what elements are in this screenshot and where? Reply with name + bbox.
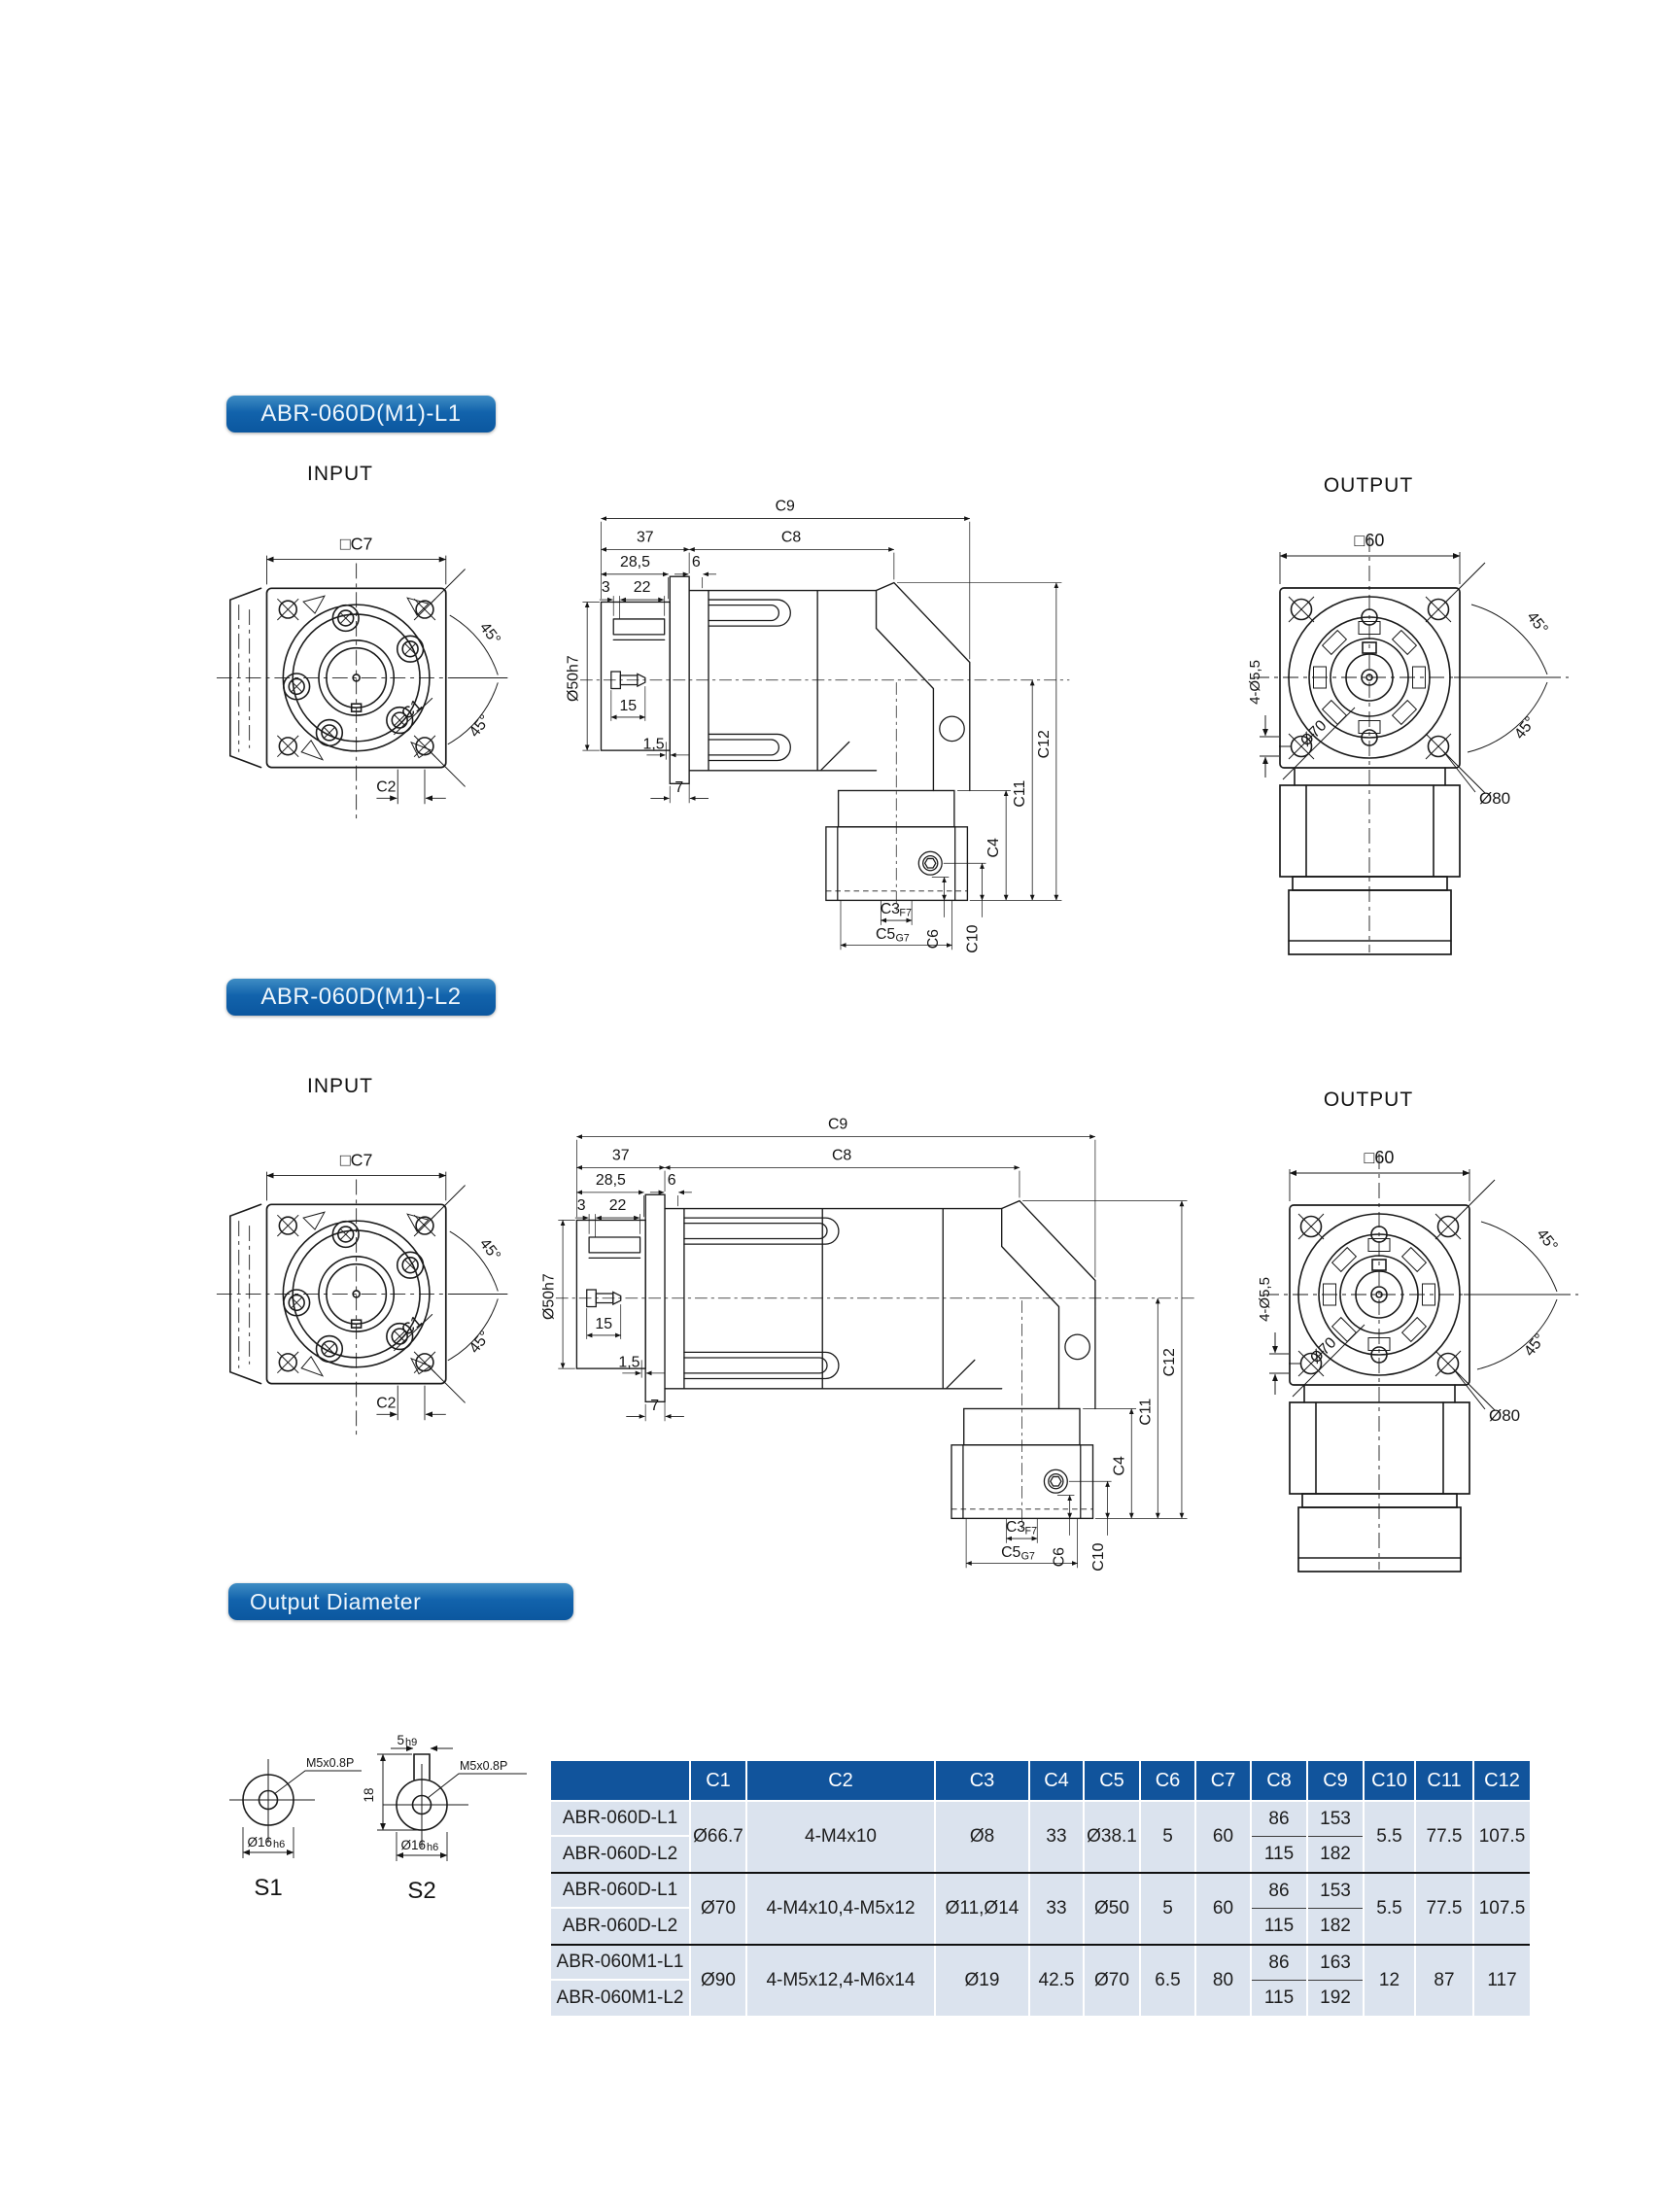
dim-bolt-circle: Ø70: [1297, 717, 1331, 750]
side-view-l1: [565, 483, 1079, 962]
dim-c10: C10: [964, 924, 982, 953]
input-label-1: INPUT: [307, 463, 373, 485]
value-cell: Ø70: [1085, 1946, 1139, 2016]
dim-22: 22: [633, 579, 651, 597]
dim-7: 7: [650, 1398, 660, 1415]
model-cell: ABR-060M1-L1: [551, 1946, 689, 1981]
dim-15: 15: [619, 697, 638, 714]
value-cell: 4-M4x10: [747, 1802, 934, 1872]
dimensions: [1247, 531, 1559, 808]
dim-28-5: 28,5: [620, 553, 650, 570]
dim-1-5: 1,5: [642, 736, 665, 753]
value-cell: 182: [1308, 1909, 1363, 1944]
dim-22: 22: [608, 1197, 627, 1215]
value-cell: 5: [1141, 1802, 1194, 1872]
header-cell: C7: [1196, 1761, 1250, 1800]
shaft-s2-view: [362, 1735, 532, 1905]
dim-45-upper: 45°: [475, 619, 504, 648]
value-cell: 33: [1030, 1874, 1083, 1944]
value-cell: 4-M4x10,4-M5x12: [747, 1874, 934, 1944]
dim-c6: C6: [1051, 1546, 1068, 1568]
value-cell: 33: [1030, 1802, 1083, 1872]
value-cell: 86: [1252, 1802, 1306, 1837]
value-cell: 107.5: [1474, 1874, 1530, 1944]
header-cell: C1: [691, 1761, 745, 1800]
value-cell: 5.5: [1365, 1802, 1414, 1872]
value-cell: 6.5: [1141, 1946, 1194, 2016]
table-group-3: [551, 1944, 1530, 2016]
value-cell: Ø38.1: [1085, 1802, 1139, 1872]
dim-c4: C4: [985, 838, 1003, 858]
dim-1-5: 1,5: [618, 1354, 640, 1371]
dim-shaft-dia: Ø50h7: [565, 655, 582, 703]
value-cell: 163: [1308, 1946, 1363, 1981]
dim-c3-tol: F7: [899, 907, 912, 919]
value-cell: 192: [1308, 1981, 1363, 2016]
dim-dia-tol: h6: [273, 1839, 286, 1850]
model-cell: ABR-060D-L2: [551, 1909, 689, 1944]
value-cell: Ø66.7: [691, 1802, 745, 1872]
gearbox-body: [689, 583, 970, 791]
dim-7: 7: [674, 779, 684, 797]
value-cell: 4-M5x12,4-M6x14: [747, 1946, 934, 2016]
output-flange: [826, 790, 968, 900]
centerlines: [556, 1298, 1195, 1531]
table-group-2: [551, 1872, 1530, 1944]
dim-c10: C10: [1089, 1542, 1107, 1572]
header-cell: C3: [936, 1761, 1028, 1800]
value-cell: Ø50: [1085, 1874, 1139, 1944]
dim-dia: Ø16: [400, 1838, 426, 1852]
gearbox-body: [665, 1201, 1095, 1409]
centerlines: [580, 680, 1069, 913]
value-cell: 86: [1252, 1874, 1306, 1909]
dim-c4: C4: [1111, 1456, 1128, 1476]
dim-c5-tol: G7: [1020, 1550, 1035, 1563]
output-flange: [951, 1408, 1093, 1518]
s1-label: S1: [254, 1875, 283, 1901]
dimensions: [266, 535, 507, 805]
dim-45-upper: 45°: [1533, 1226, 1561, 1255]
value-cell: 60: [1196, 1874, 1250, 1944]
dim-45-lower: 45°: [466, 1328, 494, 1357]
dimensions: [566, 499, 1062, 953]
shaft-s1-view: [222, 1749, 367, 1905]
header-cell: C4: [1030, 1761, 1083, 1800]
dim-6: 6: [691, 553, 701, 570]
dim-3: 3: [601, 579, 610, 597]
dim-thread: M5x0.8P: [306, 1756, 355, 1770]
section2-title: ABR-060D(M1)-L2: [260, 984, 462, 1010]
header-cell: C5: [1085, 1761, 1139, 1800]
dim-c5: C5: [1001, 1544, 1021, 1562]
header-cell-blank: [551, 1761, 689, 1800]
value-cell: 60: [1196, 1802, 1250, 1872]
dim-37: 37: [611, 1147, 630, 1164]
dim-18: 18: [362, 1787, 376, 1803]
value-cell: 182: [1308, 1837, 1363, 1872]
value-cell: Ø11,Ø14: [936, 1874, 1028, 1944]
table-group-1: [551, 1802, 1530, 1872]
value-cell: 115: [1252, 1981, 1306, 2016]
header-cell: C12: [1474, 1761, 1530, 1800]
value-cell: 5: [1141, 1874, 1194, 1944]
output-diameter-badge: [228, 1583, 573, 1620]
value-cell: Ø8: [936, 1802, 1028, 1872]
value-cell: Ø70: [691, 1874, 745, 1944]
header-cell: C11: [1416, 1761, 1472, 1800]
dimensions: [1257, 1148, 1569, 1425]
dimensions: [541, 1117, 1188, 1572]
dimensions: [266, 1151, 507, 1421]
shaft-outline: [383, 1754, 468, 1848]
dim-thread: M5x0.8P: [460, 1759, 508, 1773]
dim-15: 15: [595, 1315, 613, 1332]
section1-title: ABR-060D(M1)-L1: [260, 400, 462, 427]
dimension-table: [551, 1761, 1530, 2016]
dim-c11: C11: [1137, 1398, 1155, 1426]
header-cell: C10: [1365, 1761, 1414, 1800]
input-flange-view-l1: [207, 513, 535, 831]
s2-label: S2: [407, 1878, 436, 1904]
value-cell: 42.5: [1030, 1946, 1083, 2016]
dim-dia-tol: h6: [427, 1842, 439, 1853]
model-cell: ABR-060D-L1: [551, 1874, 689, 1909]
value-cell: 107.5: [1474, 1802, 1530, 1872]
table-header-row: [551, 1761, 1530, 1800]
value-cell: 87: [1416, 1946, 1472, 2016]
dim-c9: C9: [827, 1116, 848, 1133]
dim-shaft-dia: Ø50h7: [540, 1273, 558, 1321]
dim-37: 37: [636, 529, 654, 546]
value-cell: 153: [1308, 1802, 1363, 1837]
dim-c7-label: □C7: [339, 1150, 373, 1170]
dim-c8: C8: [780, 529, 802, 546]
dim-c2-label: C2: [376, 1395, 397, 1412]
dim-6: 6: [667, 1171, 676, 1189]
dim-pilot: Ø80: [1479, 789, 1511, 808]
value-cell: 86: [1252, 1946, 1306, 1981]
value-cell: 12: [1365, 1946, 1414, 2016]
dim-c12: C12: [1035, 730, 1053, 759]
dim-c12: C12: [1160, 1348, 1178, 1377]
dim-3: 3: [576, 1197, 586, 1215]
dim-key-tol: h9: [405, 1737, 418, 1748]
output-diameter-title: Output Diameter: [250, 1588, 422, 1614]
dim-c2-label: C2: [376, 778, 397, 796]
shaft-outline: [229, 1759, 315, 1843]
dim-c1-label: C1: [397, 695, 426, 724]
value-cell: Ø90: [691, 1946, 745, 2016]
body-below: [1280, 768, 1460, 954]
dim-45-upper: 45°: [1523, 608, 1551, 638]
header-cell: C6: [1141, 1761, 1194, 1800]
dim-45-lower: 45°: [1511, 713, 1539, 743]
header-cell: C8: [1252, 1761, 1306, 1800]
dim-pilot: Ø80: [1489, 1406, 1521, 1425]
output-label-2: OUTPUT: [1323, 1089, 1414, 1111]
dim-45-upper: 45°: [475, 1235, 504, 1264]
dimensions: [362, 1733, 527, 1904]
dim-28-5: 28,5: [595, 1171, 626, 1189]
output-flange-view-l2: [1256, 1113, 1591, 1574]
dim-c5-tol: G7: [895, 932, 910, 945]
dim-c9: C9: [775, 498, 795, 515]
dim-holes: 4-Ø5,5: [1257, 1277, 1273, 1322]
dim-c3: C3: [880, 900, 901, 917]
body-below: [1290, 1385, 1469, 1572]
centerlines: [217, 564, 507, 820]
dim-c3: C3: [1005, 1518, 1026, 1536]
dim-c11: C11: [1012, 779, 1029, 808]
value-cell: 77.5: [1416, 1874, 1472, 1944]
output-flange-view-l1: [1246, 496, 1581, 957]
output-label-1: OUTPUT: [1323, 474, 1414, 497]
dim-c5: C5: [875, 926, 896, 944]
dim-key: 5: [397, 1733, 404, 1747]
dim-sq60: □60: [1364, 1148, 1395, 1167]
dim-dia: Ø16: [247, 1835, 272, 1849]
input-flange-view-l2: [207, 1129, 535, 1447]
dim-45-lower: 45°: [1521, 1331, 1549, 1360]
dim-bolt-circle: Ø70: [1307, 1334, 1340, 1367]
section2-title-badge: [226, 979, 496, 1016]
dim-45-lower: 45°: [466, 711, 494, 741]
model-cell: ABR-060D-L1: [551, 1802, 689, 1837]
model-cell: ABR-060D-L2: [551, 1837, 689, 1872]
dim-sq60: □60: [1354, 531, 1385, 550]
value-cell: 115: [1252, 1837, 1306, 1872]
value-cell: 5.5: [1365, 1874, 1414, 1944]
dim-c8: C8: [831, 1147, 852, 1164]
header-cell: C2: [747, 1761, 934, 1800]
model-cell: ABR-060M1-L2: [551, 1981, 689, 2016]
value-cell: 117: [1474, 1946, 1530, 2016]
dimensions: [243, 1756, 362, 1901]
section1-title-badge: [226, 396, 496, 432]
dim-c3-tol: F7: [1024, 1525, 1038, 1538]
dim-holes: 4-Ø5,5: [1247, 660, 1263, 705]
header-cell: C9: [1308, 1761, 1363, 1800]
dim-c7-label: □C7: [339, 534, 373, 554]
value-cell: Ø19: [936, 1946, 1028, 2016]
dim-c1-label: C1: [397, 1311, 426, 1340]
centerlines: [217, 1180, 507, 1436]
input-label-2: INPUT: [307, 1075, 373, 1097]
dim-c6: C6: [925, 928, 943, 950]
value-cell: 115: [1252, 1909, 1306, 1944]
value-cell: 153: [1308, 1874, 1363, 1909]
value-cell: 80: [1196, 1946, 1250, 2016]
side-view-l2: [540, 1101, 1204, 1580]
value-cell: 77.5: [1416, 1802, 1472, 1872]
